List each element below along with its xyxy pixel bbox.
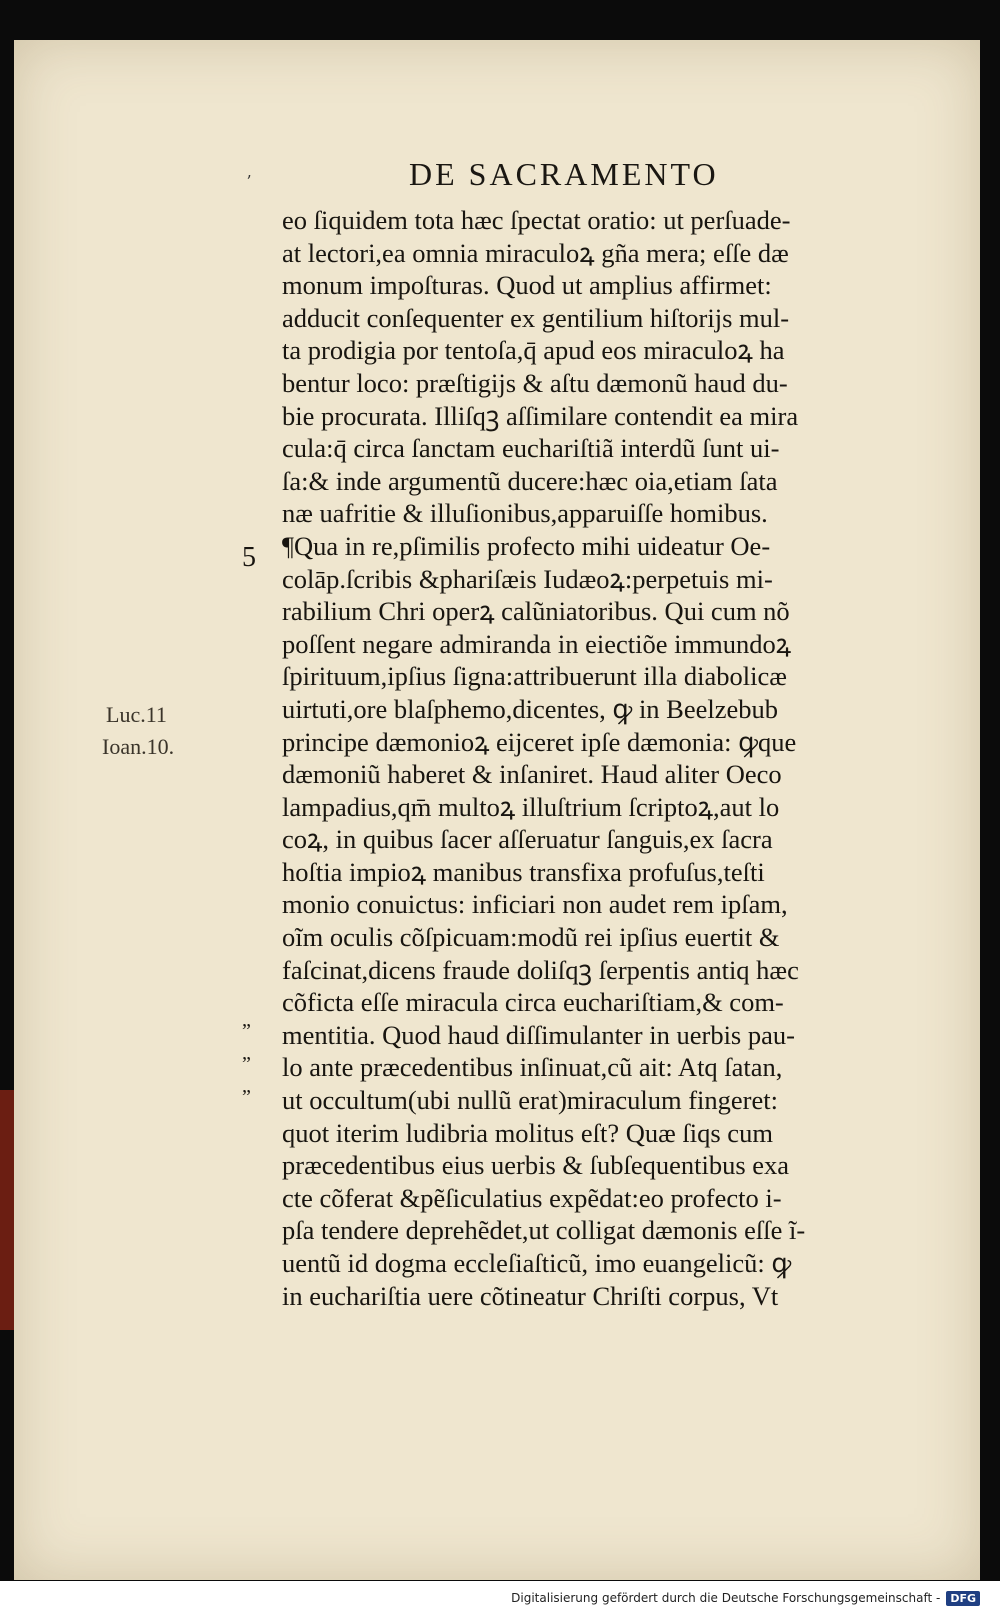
text-line: uentũ id dogma eccleſiaſticũ, imo euangelicũ: ꝙ	[282, 1248, 792, 1278]
text-line: colāp.ſcribis &phariſæis Iudæoꝝ:perpetuis mi-	[282, 563, 773, 594]
text-line: ¶Qua in re,pſimilis profecto mihi uideatur Oe-	[282, 530, 771, 561]
text-line: faſcinat,dicens fraude doliſqꝫ ſerpentis antiq hæc	[282, 954, 799, 985]
text-line: lampadius,qm̄ multoꝝ illuſtrium ſcriptoꝝ,aut lo	[282, 791, 780, 822]
quote-mark: ”	[242, 1020, 251, 1042]
text-line: ut occultum(ubi nullũ erat)miraculum fingeret:	[282, 1085, 778, 1116]
text-line: cula:q̄ circa ſanctam euchariſtiã interdũ ſunt ui-	[282, 433, 780, 464]
text-line: næ uafritie & illuſionibus,apparuiſſe homibus.	[282, 498, 768, 529]
margin-note-john: Ioan.10.	[102, 734, 175, 759]
text-line: in euchariſtia uere cõtineatur Chriſti corpus, Vt	[282, 1280, 779, 1311]
text-line: uirtuti,ore blaſphemo,dicentes, ꝙ in Beelzebub	[282, 693, 779, 724]
dfg-logo-icon: DFG	[946, 1591, 980, 1606]
text-line: cte cõferat &pẽſiculatius expẽdat:eo profecto i-	[282, 1182, 782, 1213]
text-line: ſa:& inde argumentũ ducere:hæc oia,etiam ſata	[282, 465, 778, 496]
text-line: hoſtia impioꝝ manibus transfixa profuſus,teſti	[282, 856, 765, 887]
text-line: dæmoniũ haberet & inſaniret. Haud aliter Oeco	[282, 759, 782, 790]
adjacent-page-edge	[0, 1090, 14, 1330]
text-line: præcedentibus eius uerbis & ſubſequentibus exa	[282, 1150, 790, 1181]
text-line: ta prodigia por tentoſa,q̄ apud eos miraculoꝝ ha	[282, 335, 785, 366]
text-line: at lectori,ea omnia miraculoꝝ gña mera; eſſe dæ	[282, 237, 789, 268]
digitization-footer	[0, 1581, 1000, 1615]
text-line: monio conuictus: inficiari non audet rem ipſam,	[282, 889, 788, 920]
margin-note-luke: Luc.11	[106, 702, 167, 727]
text-line: bentur loco: præſtigijs & aſtu dæmonũ haud du-	[282, 367, 788, 398]
text-line: principe dæmonioꝝ eijceret ipſe dæmonia: ꝙque	[282, 726, 797, 757]
footer-credit: Digitalisierung gefördert durch die Deutsche Forschungsgemeinschaft -	[511, 1591, 941, 1605]
text-line: pſa tendere deprehẽdet,ut colligat dæmonis eſſe ĩ-	[282, 1215, 806, 1246]
text-line: rabilium Chri operꝝ calũniatoribus. Qui cum nõ	[282, 596, 790, 627]
text-line: mentitia. Quod haud diſſimulanter in uerbis pau-	[282, 1019, 795, 1050]
text-line: bie procurata. Illiſqꝫ aſſimilare contendit ea mira	[282, 400, 799, 431]
running-head: DE SACRAMENTO	[409, 156, 719, 192]
body-text	[282, 204, 962, 1312]
text-line: monum impoſturas. Quod ut amplius affirmet:	[282, 270, 772, 301]
book-page	[14, 40, 980, 1580]
text-line: adducit conſequenter ex gentilium hiſtorijs mul-	[282, 302, 790, 333]
quote-mark: ”	[242, 1086, 251, 1108]
text-line: ſpirituum,ipſius ſigna:attribuerunt illa diabolicæ	[282, 661, 787, 692]
text-line: lo ante præcedentibus inſinuat,cũ ait: Atq ſatan,	[282, 1052, 783, 1083]
text-line: oĩm oculis cõſpicuam:modũ rei ipſius euertit &	[282, 922, 780, 953]
text-line: coꝝ, in quibus ſacer aſſeruatur ſanguis,ex ſacra	[282, 824, 773, 855]
corner-mark: ʼ	[246, 172, 252, 191]
quote-mark: ”	[242, 1053, 251, 1075]
text-line: eo ſiquidem tota hæc ſpectat oratio: ut perſuade-	[282, 205, 791, 235]
text-line: poſſent negare admiranda in eiectiõe immundoꝝ	[282, 628, 792, 659]
text-line: quot iterim ludibria molitus eſt? Quæ ſiqs cum	[282, 1117, 773, 1148]
text-line: cõficta eſſe miracula circa euchariſtiam,& com-	[282, 987, 784, 1018]
section-number: 5	[242, 542, 256, 573]
